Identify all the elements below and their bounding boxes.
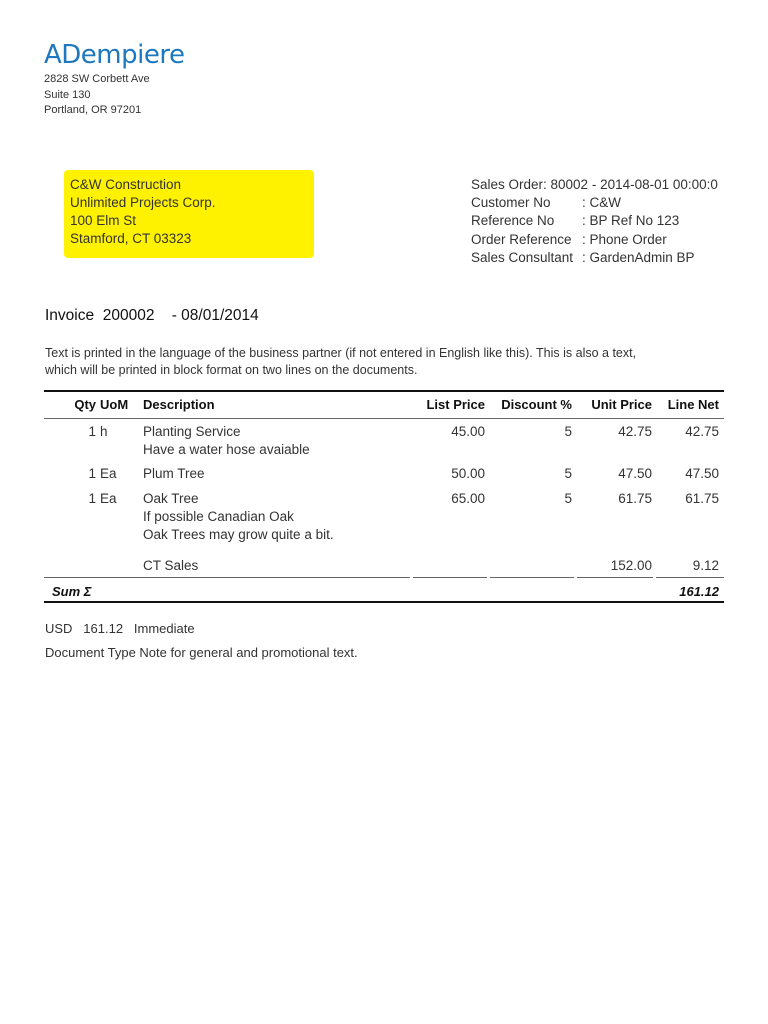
- sales-order-line: Sales Order: 80002 - 2014-08-01 00:00:0: [471, 177, 718, 192]
- intro-line: Text is printed in the language of the business partner (if not entered in English like this). This is also a text,: [45, 346, 637, 360]
- order-info-row: [471, 249, 724, 267]
- header-description: Description: [143, 397, 215, 412]
- header-discount: Discount %: [501, 397, 572, 412]
- table-top-rule: [44, 390, 724, 392]
- order-info-label: Reference No: [471, 213, 555, 229]
- order-info-label: Customer No: [471, 195, 551, 211]
- recipient-line: Stamford, CT 03323: [70, 231, 192, 246]
- footer-total: 161.12: [83, 621, 124, 636]
- tax-base: 152.00: [610, 558, 652, 573]
- line-unit-price: 42.75: [618, 424, 652, 439]
- line-qty: 1: [88, 466, 96, 481]
- invoice-label: Invoice: [45, 307, 95, 324]
- line-net: 61.75: [685, 491, 719, 506]
- order-info-label: Order Reference: [471, 231, 572, 247]
- line-description-text: Planting Service: [143, 424, 241, 439]
- line-list-price: 65.00: [451, 491, 485, 506]
- invoice-title: [45, 307, 259, 325]
- footer-totals: [45, 621, 195, 636]
- invoice-date: - 08/01/2014: [171, 307, 259, 324]
- footer-note: Document Type Note for general and promotional text.: [45, 645, 358, 660]
- line-discount: 5: [564, 466, 572, 481]
- line-unit-price: 47.50: [618, 466, 652, 481]
- order-info: [471, 176, 724, 267]
- line-description-text: Oak Tree: [143, 491, 199, 506]
- subtotal-rule: [577, 577, 653, 578]
- invoice-number: 200002: [102, 307, 155, 324]
- line-list-price: 50.00: [451, 466, 485, 481]
- intro-line: which will be printed in block format on two lines on the documents.: [45, 363, 418, 377]
- company-address-line: Portland, OR 97201: [44, 104, 142, 116]
- tax-amount: 9.12: [692, 558, 719, 573]
- line-description: [143, 423, 310, 459]
- header-qty: Qty: [74, 397, 96, 412]
- footer-payment-term: Immediate: [133, 621, 195, 636]
- order-info-label: Sales Consultant: [471, 249, 574, 265]
- order-info-row: [471, 212, 724, 230]
- line-unit-price: 61.75: [618, 491, 652, 506]
- line-list-price: 45.00: [451, 424, 485, 439]
- header-list-price: List Price: [426, 397, 485, 412]
- order-info-row: [471, 231, 724, 249]
- order-info-value: : GardenAdmin BP: [582, 249, 695, 265]
- tax-description: CT Sales: [143, 558, 199, 573]
- line-net: 42.75: [685, 424, 719, 439]
- line-description-text: Plum Tree: [143, 466, 205, 481]
- header-uom: UoM: [100, 397, 129, 412]
- company-address-line: 2828 SW Corbett Ave: [44, 73, 150, 85]
- order-info-value: : BP Ref No 123: [582, 213, 680, 229]
- line-net: 47.50: [685, 466, 719, 481]
- subtotal-rule: [490, 577, 574, 578]
- order-info-value: : C&W: [582, 195, 621, 211]
- line-uom: h: [100, 424, 108, 439]
- order-info-row: [471, 194, 724, 212]
- company-address-line: Suite 130: [44, 88, 91, 101]
- table-bottom-rule: [44, 601, 724, 603]
- line-discount: 5: [564, 424, 572, 439]
- recipient-line: Unlimited Projects Corp.: [70, 195, 216, 210]
- intro-text: [45, 345, 725, 379]
- line-description-text: Have a water hose avaiable: [143, 442, 310, 457]
- line-discount: 5: [564, 491, 572, 506]
- line-description-text: Oak Trees may grow quite a bit.: [143, 527, 334, 542]
- recipient-line: C&W Construction: [70, 177, 182, 192]
- recipient-address-box: [64, 170, 314, 258]
- company-logo: ADempiere: [44, 40, 185, 70]
- header-unit-price: Unit Price: [591, 397, 652, 412]
- recipient-line: 100 Elm St: [70, 213, 137, 228]
- company-address: [44, 72, 150, 119]
- line-description: [143, 465, 205, 483]
- subtotal-rule: [413, 577, 487, 578]
- line-description: [143, 490, 334, 544]
- sum-value: 161.12: [679, 584, 719, 599]
- header-line-net: Line Net: [667, 397, 719, 412]
- order-info-value: : Phone Order: [582, 231, 667, 247]
- line-uom: Ea: [100, 466, 117, 481]
- line-description-text: If possible Canadian Oak: [143, 509, 294, 524]
- subtotal-rule: [656, 577, 724, 578]
- line-qty: 1: [88, 491, 96, 506]
- line-qty: 1: [88, 424, 96, 439]
- footer-currency: USD: [45, 621, 73, 636]
- header-rule: [44, 418, 724, 419]
- subtotal-rule: [44, 577, 410, 578]
- sum-label: Sum Σ: [52, 584, 92, 599]
- line-uom: Ea: [100, 491, 117, 506]
